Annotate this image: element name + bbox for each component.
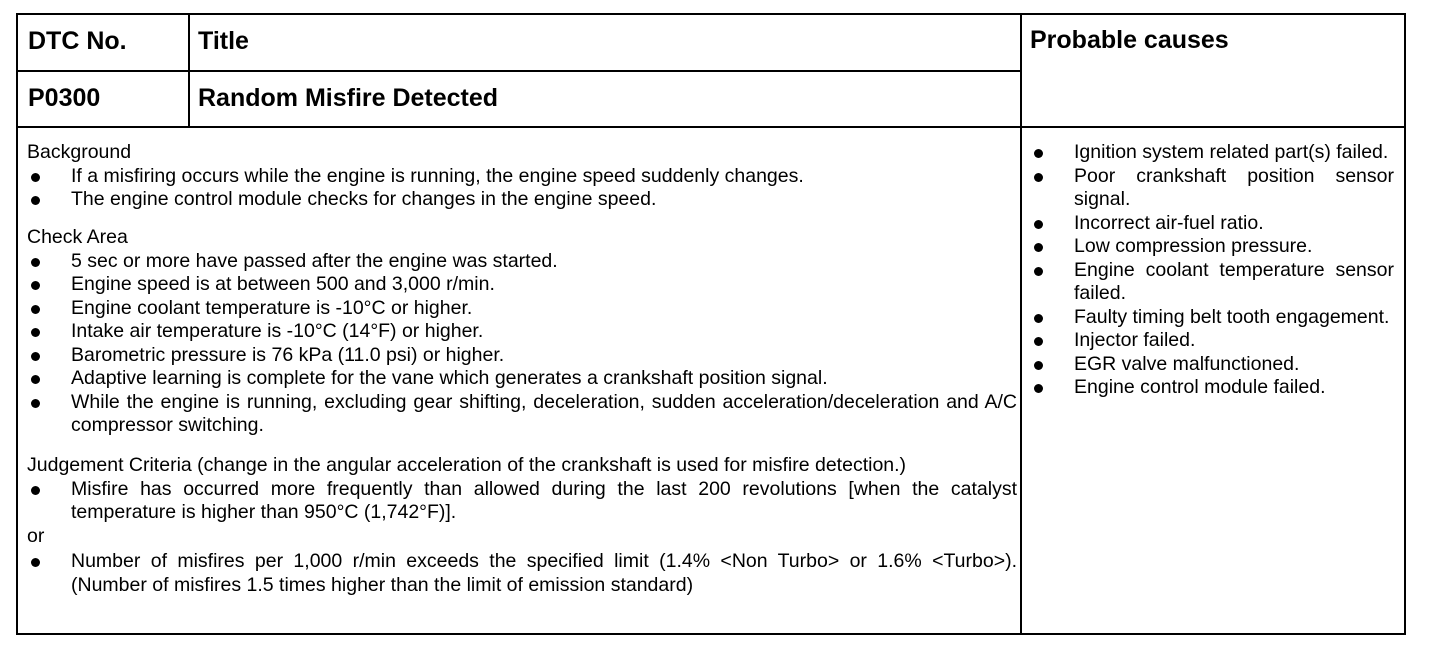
list-item: Engine coolant temperature sensor failed. xyxy=(1030,259,1394,306)
bullet-icon xyxy=(1034,314,1043,323)
check-area-heading: Check Area xyxy=(27,226,128,248)
list-item: Incorrect air-fuel ratio. xyxy=(1030,212,1394,236)
bullet-icon xyxy=(31,258,40,267)
bullet-icon xyxy=(1034,337,1043,346)
title-header: Title xyxy=(198,27,249,55)
list-item: Faulty timing belt tooth engagement. xyxy=(1030,306,1394,330)
bullet-icon xyxy=(31,281,40,290)
list-item: Intake air temperature is -10°C (14°F) or higher. xyxy=(27,320,1017,344)
background-heading: Background xyxy=(27,141,132,163)
check-area-section xyxy=(27,226,1017,438)
list-item: Poor crankshaft position sensor signal. xyxy=(1030,165,1394,212)
col-divider-causes xyxy=(1020,13,1022,635)
list-item: Barometric pressure is 76 kPa (11.0 psi) or higher. xyxy=(27,344,1017,368)
bullet-icon xyxy=(31,328,40,337)
list-item: Injector failed. xyxy=(1030,329,1394,353)
bullet-icon xyxy=(1034,267,1043,276)
list-item: Number of misfires per 1,000 r/min exceeds the specified limit (1.4% <Non Turbo> or 1.6% <Turbo>). (Number of misfires 1.5 times higher than the limit of emission standard) xyxy=(27,550,1017,597)
background-list xyxy=(27,165,1017,212)
bullet-icon xyxy=(31,305,40,314)
bullet-icon xyxy=(1034,361,1043,370)
dtc-no-header: DTC No. xyxy=(28,27,127,55)
bullet-icon xyxy=(31,196,40,205)
list-item: While the engine is running, excluding gear shifting, deceleration, sudden acceleration/deceleration and A/C compressor switching. xyxy=(27,391,1017,438)
list-item: Engine speed is at between 500 and 3,000 r/min. xyxy=(27,273,1017,297)
bullet-icon xyxy=(1034,384,1043,393)
dtc-title: Random Misfire Detected xyxy=(198,84,499,112)
bullet-icon xyxy=(31,173,40,182)
probable-causes-list xyxy=(1030,141,1394,400)
list-item: Misfire has occurred more frequently than allowed during the last 200 revolutions [when the catalyst temperature is higher than 950°C (1,742°F)]. xyxy=(27,478,1017,525)
check-area-list xyxy=(27,250,1017,438)
bullet-icon xyxy=(31,558,40,567)
judgement-heading: Judgement Criteria (change in the angular acceleration of the crankshaft is used for misfire detection.) xyxy=(27,454,907,476)
list-item: Adaptive learning is complete for the vane which generates a crankshaft position signal. xyxy=(27,367,1017,391)
dtc-code: P0300 xyxy=(28,84,101,112)
background-section xyxy=(27,141,1017,212)
list-item: Engine coolant temperature is -10°C or higher. xyxy=(27,297,1017,321)
bullet-icon xyxy=(31,352,40,361)
judgement-list-2 xyxy=(27,550,1017,597)
row-divider-header xyxy=(16,70,1021,72)
probable-causes-header: Probable causes xyxy=(1030,26,1229,54)
bullet-icon xyxy=(1034,243,1043,252)
bullet-icon xyxy=(31,399,40,408)
list-item: Ignition system related part(s) failed. xyxy=(1030,141,1394,165)
judgement-section xyxy=(27,454,1017,597)
list-item: The engine control module checks for changes in the engine speed. xyxy=(27,188,1017,212)
list-item: EGR valve malfunctioned. xyxy=(1030,353,1394,377)
list-item: 5 sec or more have passed after the engine was started. xyxy=(27,250,1017,274)
bullet-icon xyxy=(1034,173,1043,182)
or-label: or xyxy=(27,524,45,547)
bullet-icon xyxy=(31,486,40,495)
row-divider-body xyxy=(16,126,1406,128)
judgement-list xyxy=(27,478,1017,525)
bullet-icon xyxy=(31,375,40,384)
list-item: Low compression pressure. xyxy=(1030,235,1394,259)
list-item: Engine control module failed. xyxy=(1030,376,1394,400)
bullet-icon xyxy=(1034,149,1043,158)
list-item: If a misfiring occurs while the engine is running, the engine speed suddenly changes. xyxy=(27,165,1017,189)
bullet-icon xyxy=(1034,220,1043,229)
